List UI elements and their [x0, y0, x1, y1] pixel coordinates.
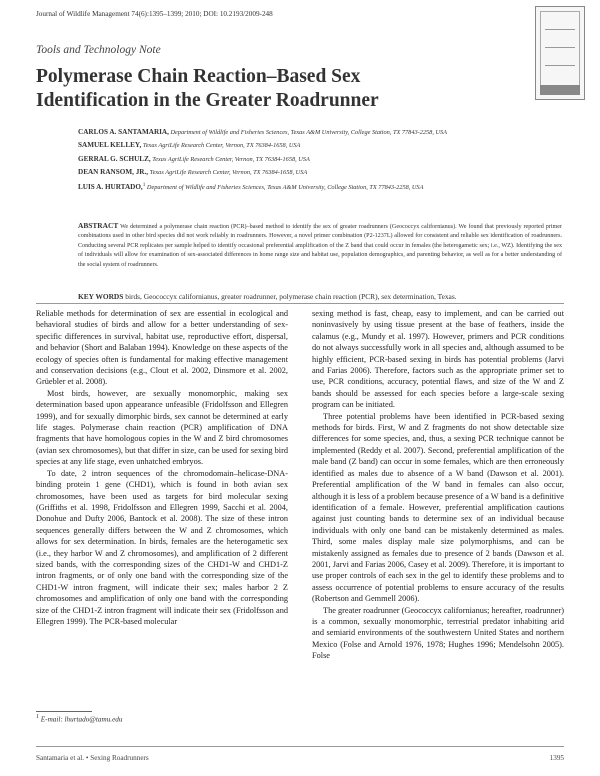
author-affiliation: Department of Wildlife and Fisheries Sciences, Texas A&M University, College Station, TX 77843-2258, USA — [146, 184, 424, 192]
article-title — [36, 65, 516, 113]
body-column-left — [36, 308, 288, 627]
abstract — [78, 221, 562, 270]
author-name: DEAN RANSOM, JR., — [78, 167, 149, 176]
abstract-label: ABSTRACT — [78, 221, 119, 230]
footnote-divider — [36, 711, 92, 712]
seal-band — [540, 85, 580, 95]
author-affiliation: Texas AgriLife Research Center, Vernon, TX 76384-1658, USA — [152, 155, 310, 163]
abstract-text: We determined a polymerase chain reaction (PCR)–based method to identify the sex of greater roadrunners (Geococcyx californianus). We found that previously reported primer combinations used in other bird species did not work reliably in roadrunners. However, a novel primer combination (P2-1237L) allowed for consistent and reliable sex identification of roadrunners. Conducting several PCR replicates per sample helped to identify occasional preferential amplification of the Z band that could occur in females (the heterogametic sex; i.e., WZ). Identifying the sex of individuals will allow for examination of sex-associated differences in home range size and habitat use, population demographics, and parenting behavior, as well as for a better understanding of the social system of roadrunners. — [78, 224, 562, 268]
author-entry — [78, 126, 447, 139]
author-name: SAMUEL KELLEY, — [78, 141, 142, 150]
title-line: Polymerase Chain Reaction–Based Sex — [36, 66, 361, 87]
body-paragraph: Three potential problems have been identified in PCR-based sexing methods for birds. First, W and Z fragments do not show detectable size differences for some species, and, thus, a sexing PCR technique cannot be implemented (Reddy et al. 2007). Second, preferential amplification of the male band (Z band) can occur in some females, which are then erroneously identified as males due to absence of a W band (Dawson et al. 2001). Preferential amplification of the W band in females can also occur, although it is less of a problem because presence of a W band is a definitive identification of a female. However, preferential amplification cautions against just counting bands to determine sex of an individual because individuals with only one band can be mistakenly determined as males. Third, some males display male size polymorphisms, and can be mistakenly assigned as females due to presence of 2 bands (Dawson et al. 2001, Jarvi and Farias 2006, Casey et al. 2009). Therefore, it is important to use proper controls of each sex in the gel to identify these problems and to assess occurrence of potential problems to ensure accuracy of the results (Robertson and Gemmell 2006). — [312, 411, 564, 604]
keywords — [78, 292, 568, 301]
body-paragraph: sexing method is fast, cheap, easy to implement, and can be carried out noninvasively by using tissue present at the base of feathers, inside the calamus (e.g., Mundy et al. 1997). However, primers and PCR conditions do not always successfully work in all species and, although assumed to be highly efficient, PCR-based sexing in birds has potential problems (Jarvi and Farias 2006). Therefore, factors such as the appropriate primer set to use, PCR conditions, accuracy, potential flaws, and size of the W and Z bands should be assessed for each species before a large-scale sexing program can be initiated. — [312, 309, 564, 410]
journal-header: Journal of Wildlife Management 74(6):1395–1399; 2010; DOI: 10.2193/2009-248 — [36, 10, 273, 18]
seal-frame — [540, 11, 580, 95]
author-name: GERRAL G. SCHULZ, — [78, 154, 151, 163]
body-paragraph: The greater roadrunner (Geococcyx californianus; hereafter, roadrunner) is a common, sexually monomorphic, terrestrial predator inhabiting arid and semiarid environments of the southwestern United States and northern Mexico (Folse and Arnold 1976, 1978; Hughes 1996; Mendelsohn 2005). Folse — [312, 605, 564, 661]
author-affiliation: Texas AgriLife Research Center, Vernon, TX 76384-1658, USA — [149, 168, 308, 176]
author-entry — [78, 179, 447, 194]
author-affiliation: Texas AgriLife Research Center, Vernon, TX 76384-1658, USA — [142, 142, 301, 150]
section-label: Tools and Technology Note — [36, 44, 161, 56]
keywords-label: KEY WORDS — [78, 292, 124, 301]
seal-decoration — [545, 29, 575, 30]
running-footer: Santamaria et al. • Sexing Roadrunners — [36, 754, 149, 762]
body-paragraph: Most birds, however, are sexually monomorphic, making sex determination based upon appearance unfeasible (Fridolfsson and Ellegren 1999), and for sexually dimorphic birds, sex cannot be determined at early life stages. Polymerase chain reaction (PCR) amplification of DNA fragments that have homologous copies in the W and Z bird chromosomes (avian sex chromosomes), but that differ in size, can be used for sexing bird species at any life stage, even unhatched embryos. — [36, 388, 288, 467]
title-line: Identification in the Greater Roadrunner — [36, 90, 379, 111]
author-name: LUIS A. HURTADO, — [78, 183, 143, 192]
divider — [36, 303, 564, 304]
footnote-email: E-mail: lhurtado@tamu.edu — [40, 715, 123, 724]
footnote — [36, 714, 122, 723]
society-seal-logo — [535, 6, 585, 100]
footnote-mark: 1 — [36, 714, 39, 720]
author-affiliation: Department of Wildlife and Fisheries Sciences, Texas A&M University, College Station, TX 77843-2258, USA — [170, 129, 448, 136]
page-number: 1395 — [549, 754, 564, 762]
author-list — [78, 126, 447, 195]
author-name: CARLOS A. SANTAMARIA, — [78, 128, 169, 136]
author-entry — [78, 166, 447, 179]
footer-divider — [36, 746, 564, 747]
author-footnote-mark: 1 — [142, 182, 146, 189]
keywords-text: birds, Geococcyx californianus, greater roadrunner, polymerase chain reaction (PCR), sex determination, Texas. — [125, 292, 457, 301]
body-column-right — [312, 308, 564, 662]
author-entry — [78, 153, 447, 166]
seal-decoration — [545, 65, 575, 66]
seal-decoration — [545, 47, 575, 48]
body-paragraph: To date, 2 intron sequences of the chromodomain–helicase-DNA-binding protein 1 gene (CHD1), which is found in both avian sex chromosomes, have been used as targets for bird molecular sexing (Griffiths et al. 1998, Fridolfsson and Ellegren 1999, Sacchi et al. 2004, Donohue and Dufty 2006, Bantock et al. 2008). The size of these intron sequences generally differs between the W and Z chromosomes, which allows for sex determination. In birds, females are the heterogametic sex (i.e., they harbor W and Z chromosomes), and amplification of 2 different sized bands, with the corresponding sizes of the CHD1-W and CHD1-Z intron fragments, or of only one band with the corresponding size of the CHD1-W intron fragment, will indicate their sex; males harbor 2 Z chromosomes and amplification of only one band with the corresponding size of the CHD1-Z intron fragment will indicate their sex (Fridolfsson and Ellegren 1999). The PCR-based molecular — [36, 468, 288, 626]
body-paragraph: Reliable methods for determination of sex are essential in ecological and behavioral studies of birds and allow for a better understanding of sex-specific differences in survival, habitat use, reproductive effort, dispersal, and behavior (Short and Balaban 1994). Knowledge on these aspects of the ecology of species often is fundamental for making effective management and conservation decisions (e.g., Clout et al. 2002, Dinsmore et al. 2002, Grüebler et al. 2008). — [36, 309, 288, 387]
author-entry — [78, 139, 447, 152]
